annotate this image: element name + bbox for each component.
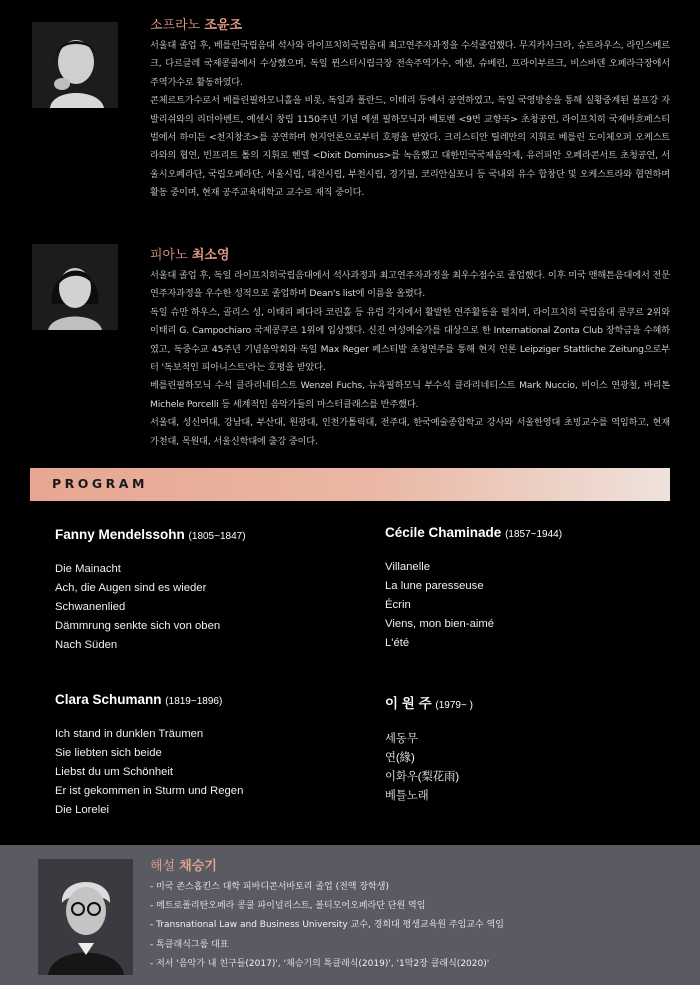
soprano-name: 조윤조 [204, 18, 243, 33]
composer-years: (1819~1896) [165, 696, 223, 707]
composer-block [385, 525, 685, 653]
credential-item: - 미국 존스홉킨스 대학 피바디콘서바토리 졸업 (전액 장학생) [150, 882, 389, 892]
composer-years: (1805~1847) [188, 531, 246, 542]
work-list [55, 725, 355, 820]
credential-item: - Transnational Law and Business University 교수, 경희대 평생교육원 주임교수 역임 [150, 920, 504, 931]
program-banner [30, 468, 670, 501]
soprano-role: 소프라노 [150, 18, 201, 33]
pianist-paragraph: 베를린필하모닉 수석 클라리네티스트 Wenzel Fuchs, 뉴욕필하모닉 부수석 클라리네티스트 Mark Nuccio, 비이스 연광철, 바리톤 Michele Porcelli 등 세계적인 음악가들의 마스터클래스를 반주했다. [150, 380, 670, 410]
composer-heading [55, 692, 355, 707]
work-item: Villanelle [385, 561, 431, 573]
work-item: Ich stand in dunklen Träumen [55, 728, 204, 740]
composer-name: Clara Schumann [55, 692, 162, 707]
work-item: 연(緣) [385, 752, 415, 764]
commentator-name: 채승기 [179, 859, 217, 874]
credential-item: - 저서 '음악가 내 친구들(2017)', '채승기의 톡클래식(2019)', '1막2장 클래식(2020)' [150, 958, 490, 969]
composer-heading [385, 692, 685, 712]
credential-item: - 톡클래식그룹 대표 [150, 939, 229, 950]
commentator-section [0, 845, 700, 985]
composer-block [55, 692, 355, 820]
work-item: Viens, mon bien-aimé [385, 618, 495, 630]
work-item: Dämmrung senkte sich von oben [55, 620, 221, 632]
work-item: La lune paresseuse [385, 580, 484, 592]
work-item: Sie liebten sich beide [55, 747, 162, 759]
commentator-portrait [38, 859, 133, 975]
composer-block [55, 527, 355, 655]
composer-years: (1857~1944) [505, 529, 563, 540]
pianist-role: 피아노 [150, 248, 188, 263]
commentator-credentials [150, 878, 680, 974]
work-list [55, 560, 355, 655]
work-item: Die Mainacht [55, 563, 121, 575]
soprano-paragraph: 콘체르트가수로서 베를린필하모니홀을 비롯, 독일과 폴란드, 이태리 등에서 공연하였고, 독일 국영방송을 통해 실황중계된 볼프강 자발리쉬와의 리더아벤트, 예센시 창립 1150주년 기념 예센 필하모닉과 베토벤 <9번 교향곡> 초청공연, 라이프치히 국제바흐페스티벌에서 하이든 <천지창조>를 공연하며 현지언론으로부터 호평을 받았다. 크리스티안 틸레만의 지휘로 베를린 도이체오퍼 오케스트라와의 협연, 빈프리트 톨의 지휘로 헨델 <Dixit Dominus>를 녹음했고 대한민국국제음악제, 유러피안 오페라콘서트 초청공연, 서울시오페라단, 국립오페라단, 서울시립, 대전시립, 부천시립, 경기필, 코리안심포니 등 국내외 유수 합창단 및 오케스트라와 협연하며 활동 중이며, 현재 공주교육대학교 교수로 재직 중이다. [150, 95, 670, 199]
work-item: Ach, die Augen sind es wieder [55, 582, 207, 594]
pianist-name: 최소영 [191, 248, 230, 263]
composer-heading [385, 525, 685, 540]
soprano-paragraph: 서울대 졸업 후, 베를린국립음대 석사와 라이프치히국립음대 최고연주자과정을 수석졸업했다. 무지카사크라, 슈트라우스, 라인스베르크, 다르글레 국제콩쿨에서 수상했으며, 독일 뮌스터시립극장 전속주역가수, 예센, 슈베린, 프라이부르크, 비스바덴 오페라극장에서 주역가수로 활동하였다. [150, 40, 670, 88]
composer-block [385, 692, 685, 806]
work-item: 세동무 [385, 733, 418, 745]
work-list [385, 730, 685, 806]
work-item: Liebst du um Schönheit [55, 766, 174, 778]
composer-years: (1979~ ) [435, 700, 473, 711]
pianist-heading [150, 244, 670, 263]
soprano-heading [150, 14, 670, 33]
composer-name: Cécile Chaminade [385, 525, 502, 540]
work-item: Nach Süden [55, 639, 118, 651]
work-item: Schwanenlied [55, 601, 126, 613]
soprano-portrait [32, 22, 118, 108]
pianist-paragraph: 독일 슈만 하우스, 골리스 성, 이태리 페다라 코린홀 등 유럽 각지에서 활발한 연주활동을 펼치며, 라이프치히 국립음대 콩쿠르 2위와 이태리 G. Campochiaro 국제콩쿠르 1위에 입상했다. 신진 여성예술가를 대상으로 한 International Zonta Club 장학금을 수혜하였고, 독중수교 45주년 기념음악회와 독일 Max Reger 페스티발 초청연주를 통해 현지 언론 Leipziger Stattliche Zeitung으로부터 '독보적인 피아니스트'라는 호평을 받았다. [150, 306, 670, 374]
work-item: 베틀노래 [385, 790, 429, 802]
work-item: L'été [385, 637, 410, 649]
composer-name: Fanny Mendelssohn [55, 527, 185, 542]
pianist-paragraph: 서울대 졸업 후, 독일 라이프치히국립음대에서 석사과정과 최고연주자과정을 최우수점수로 졸업했다. 이후 미국 맨해튼음대에서 전문연주자과정을 우수한 성적으로 졸업하며 Dean's list에 이름을 올렸다. [150, 270, 670, 300]
credential-item: - 메트로폴리탄오페라 콩쿨 파이널리스트, 볼티모어오페라단 단원 역임 [150, 901, 426, 912]
pianist-paragraph: 서울대, 성신여대, 강남대, 부산대, 원광대, 인천가톨릭대, 전주대, 한국예술종합학교 강사와 서울한영대 초빙교수를 역임하고, 현재 가천대, 목원대, 서울신학대에 출강 중이다. [150, 417, 670, 447]
work-item: 이화우(梨花雨) [385, 771, 460, 783]
work-item: Écrin [385, 599, 411, 611]
composer-name: 이 원 주 [385, 696, 432, 711]
commentator-role: 해설 [150, 859, 176, 874]
pianist-portrait [32, 244, 118, 330]
program-heading: PROGRAM [52, 476, 148, 491]
commentator-heading [150, 855, 680, 874]
work-item: Er ist gekommen in Sturm und Regen [55, 785, 244, 797]
work-list [385, 558, 685, 653]
work-item: Die Lorelei [55, 804, 110, 816]
composer-heading [55, 527, 355, 542]
